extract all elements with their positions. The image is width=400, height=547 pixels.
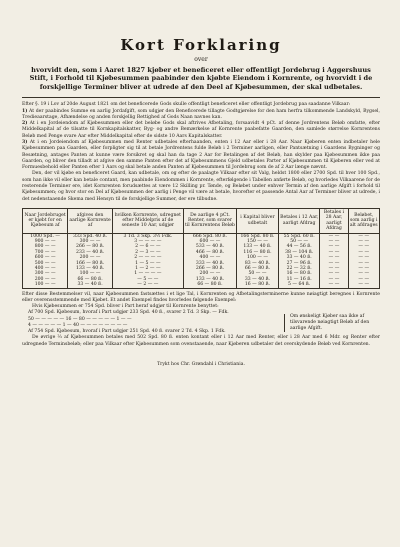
table-cell: 22 — 32 ß.: [278, 266, 320, 271]
table-cell: 44 — 56 ß.: [278, 244, 320, 249]
table-cell: 33 — 40 ß.: [278, 255, 320, 260]
table-note-paragraph: Efter disse Bestemmelser vil, naar Kjøbesummen fastsættes i et lige Tal, i Kornrenten og Afbetalingsterminerne kunne nøiagtigt beregnes i Kornrente eller overensstemmende med Kjøbet. Et andet Exempel findes hvorledes følgende Exempel:: [22, 291, 380, 303]
table-cell: 16 — 80 ß.: [237, 282, 279, 288]
table-cell: 33 — 40 ß.: [237, 277, 279, 282]
table-cell: — —: [320, 277, 348, 282]
table-cell: — —: [320, 266, 348, 271]
table-cell: 200 — —: [183, 271, 236, 276]
table-cell: — —: [348, 233, 380, 239]
table-cell: 300 — —: [23, 271, 68, 276]
table-cell: — —: [320, 239, 348, 244]
table-cell: 38 — 104 ß.: [278, 250, 320, 255]
table-cell: 50 — —: [237, 271, 279, 276]
table-cell: 66 — 80 ß.: [183, 282, 236, 288]
column-header: i Kapital bliver udbetalt: [237, 208, 279, 233]
example-intro: Hvis Kjøbesummen er 754 Spd. bliver i Part heraf udgjør til Kornrente benyttet:: [32, 304, 219, 310]
table-cell: — —: [348, 261, 380, 266]
rates-table-body: [23, 233, 380, 288]
table-cell: 100 — —: [23, 282, 68, 288]
document-subtitle: over: [194, 56, 208, 63]
closing-paragraph: De øvrige ⅔ af Kjøbesummen betales med 502 Spd. 80 ß. enten kontant eller i 12 Aar med Renter, eller i 28 Aar med 6 Mdr. og Renter efter udregnede Terminsbeløb; eller paa Vilkaar efter Kjøbesummen som ovenstaaende, naar Kjøberen udbetaler det overskydende Beløb ved Kornrenten.: [22, 335, 380, 347]
clause-3: [22, 140, 380, 171]
table-cell: 900 — —: [23, 239, 68, 244]
column-header: Betales i 28 Aar, aarligt Afdrag: [320, 208, 348, 233]
table-cell: 400 — —: [183, 255, 236, 260]
table-cell: 50 — —: [278, 239, 320, 244]
table-cell: — —: [320, 282, 348, 288]
table-cell: 1 — — — —: [112, 271, 183, 276]
table-cell: 266 — 80 ß.: [68, 244, 113, 249]
explanation-paragraph: Den, der vil kjøbe en beneficeret Gaard, kan udbetale, om og efter de paalagte Vilkaar efter sit Valg, heldst 1800 eller 2700 Spd. til hver 100 Spd., som han ikke vil eller kan betale contant, men paabinde Eiendommen i Kornrente, efterfølgende i Tabellen anførte Beløb, og hvorledes Vilkaarene for de resterende Terminer ere, idet Kornrenten forudsættes at være 12 Skilling pr. Tønde, og Beløbet under enhver Termin af den aarlige Afgift i forhold til Kjøbesummen; og hvor stor en Del af Kjøbesummen der aarlig i Penge vil være at betale, hvorefter et passende Antal Aar af Terminer bliver at udrede, i det nedenstaaende Skema med Hensyn til de forskjellige Summer, der ere tilbudne.: [22, 171, 380, 202]
column-header: Beløbet, som aarlig i alt afdrages: [348, 208, 380, 233]
table-cell: 166 Spd. 80 ß.: [237, 233, 279, 239]
table-cell: 200 — —: [23, 277, 68, 282]
clause-text: At der paabindes Summe en aarlig Jordafgift, som udgjør den Beneficerede tillagte Godtgjørelse for den ham herfra tilkommende Landskyld, Bygsel, Tredieaarstage, Afhændelse og anden forskjellig Rettighed af Gods Naan navnes kan.: [22, 108, 380, 120]
table-cell: 333 — 40 ß.: [183, 261, 236, 266]
example-note: Om ønskeligt Kjøber saa ikke af tilsvarende nøiagtigt Beløb af den aarlige Afgift.: [284, 314, 380, 332]
table-cell: — —: [320, 255, 348, 260]
clause-number: 1): [22, 108, 28, 114]
table-cell: 300 — —: [68, 239, 113, 244]
clause-number: 2): [22, 121, 28, 127]
table-cell: 233 — 40 ß.: [68, 250, 113, 255]
table-cell: 666 Spd. 80 ß.: [183, 233, 236, 239]
table-header-row: [23, 208, 380, 233]
table-row: [23, 282, 380, 288]
rates-table: [22, 208, 380, 289]
table-cell: 11 — 16 ß.: [278, 277, 320, 282]
clause-text: At i en Jordeiendom af Kjøbesummen eller det beløbe Gods skal aftrives Afbetaling, forsaavidt 4 pCt. af denne Jordrentens Beløb omfatte, efter Middelkapital af de tilsatte til Kornkapitalskatter, Byg- og andre Bemærkelse af Kornrente paabefatte Gaarden, den samlede størrelse Kornrentens Beløb med Penge svare Aar efter Middelkapital efter de sidste 10 Aars Kapitalskatter.: [22, 121, 380, 139]
table-cell: 5 — 64 ß.: [278, 282, 320, 288]
clause-text: At i en Jordeiendom af Kjøbesummen med Renter udbetales efterhaanden, enten i 12 Aar eller i 28 Aar. Naar Kjøberen enten indbetaler hele Kjøbesummen paa Gaarden, eller forpligter sig til at betale Jordrentens fulde Beløb i 2 Terminer aarligen, eller Pantsætning i Gaardens Bygninger og Besætning, antages Panten at kunne være forsikret og skal han da tage 2 Aar for Betalingen af det Beløb, han skylder paa Kjøbesummen ikke paa Gaarden, og bliver den tilladt at afgive den samme Panten efter det af Kjøbesummens Gjeld udbetales Parter af Kjøbesummen til Kjøberen eller ved at Formuesbehold eller Panten efter 1 Aars og skal betale anden Panten af Kjøbesummen til Jordebrug som de af 2 Aar længe nævnt.: [22, 140, 380, 171]
example-line: 4 — — — — — 1 — 40 — — — — — — — —: [28, 322, 128, 328]
column-header: Betales i 12 Aar, aarligt Afdrag: [278, 208, 320, 233]
table-cell: 1 — 5 — —: [112, 261, 183, 266]
table-cell: 2 — 6 — —: [112, 244, 183, 249]
example-line: Af 754 Spd. Kjøbesum, hvoraf i Part udgjør 251 Spd. 40 ß. svarer 2 Td. 4 Skp. 1 Fdk.: [28, 329, 226, 335]
table-cell: — —: [348, 250, 380, 255]
table-cell: — —: [348, 271, 380, 276]
table-cell: — —: [348, 266, 380, 271]
table-cell: 100 — —: [237, 255, 279, 260]
table-cell: 600 — —: [23, 255, 68, 260]
table-cell: 27 — 96 ß.: [278, 261, 320, 266]
table-cell: 2 — — — —: [112, 255, 183, 260]
document-title: Kort Forklaring: [120, 36, 282, 54]
table-cell: — 5 — —: [112, 277, 183, 282]
clause-2: [22, 121, 380, 140]
example-line: 50 — — — — — 16 — 80 — — — — — 1 — —: [28, 316, 132, 322]
table-cell: — —: [348, 255, 380, 260]
table-cell: — —: [320, 233, 348, 239]
table-cell: 333 Spd. 40 ß.: [68, 233, 113, 239]
table-cell: — —: [320, 271, 348, 276]
table-cell: 700 — —: [23, 250, 68, 255]
table-cell: 1 — 2 — —: [112, 266, 183, 271]
table-cell: 150 — —: [237, 239, 279, 244]
table-cell: 3 Td. 3 Skp. 3½ Fdk.: [112, 233, 183, 239]
table-cell: — 2 — —: [112, 282, 183, 288]
example-calculation: [22, 310, 278, 335]
column-header: afgives den aarlige Kornrente af: [68, 208, 113, 233]
table-cell: — —: [320, 244, 348, 249]
clause-1: [22, 109, 380, 122]
table-cell: 166 — 80 ß.: [68, 261, 113, 266]
table-cell: — —: [348, 277, 380, 282]
table-cell: 1000 Spd. —: [23, 233, 68, 239]
table-cell: — —: [348, 239, 380, 244]
table-cell: 533 — 40 ß.: [183, 244, 236, 249]
printer-imprint: Trykt hos Chr. Grøndahl i Christiania.: [157, 361, 245, 367]
table-cell: 133 — 40 ß.: [237, 244, 279, 249]
table-cell: 266 — 80 ß.: [183, 266, 236, 271]
example-block: [22, 304, 380, 335]
table-cell: — —: [320, 250, 348, 255]
table-cell: 100 — —: [68, 271, 113, 276]
table-cell: — —: [348, 244, 380, 249]
table-cell: 2 — 3 — —: [112, 250, 183, 255]
table-cell: 800 — —: [23, 244, 68, 249]
document-lead: hvorvidt den, som i Aaret 1827 kjøber et beneficeret eller offentligt Jordebrug i Aggershuus Stift, i Forhold til Kjøbesummen paabinder den kjøbte Eiendom i Kornrente, og hvorvidt i de forskjellige Terminer bliver at udrede af den Deel af Kjøbesummen, der skal udbetales.: [29, 66, 373, 91]
table-cell: — —: [320, 261, 348, 266]
table-cell: 55 Spd. 60 ß.: [278, 233, 320, 239]
table-cell: 600 — —: [183, 239, 236, 244]
clause-number: 3): [22, 140, 28, 145]
column-header: Naar Jordebruget er kjøbt for en Kjøbesum af: [23, 208, 68, 233]
table-cell: 83 — 40 ß.: [237, 261, 279, 266]
table-cell: — —: [348, 282, 380, 288]
table-cell: 133 — 40 ß.: [68, 266, 113, 271]
table-cell: 116 — 80 ß.: [237, 250, 279, 255]
column-header: De aarlige 4 pCt. Renter, som svarer til Kornrentens Beløb: [183, 208, 236, 233]
table-cell: 200 — —: [68, 255, 113, 260]
divider: [22, 97, 380, 98]
column-header: hvilken Kornrente, udregnet efter Middelpris af de seneste 10 Aar, udgjør: [112, 208, 183, 233]
table-cell: 16 — 80 ß.: [278, 271, 320, 276]
table-cell: 466 — 80 ß.: [183, 250, 236, 255]
table-cell: 3 — — — —: [112, 239, 183, 244]
table-cell: 400 — —: [23, 266, 68, 271]
table-cell: 500 — —: [23, 261, 68, 266]
table-cell: 66 — 80 ß.: [68, 277, 113, 282]
table-cell: 66 — 80 ß.: [237, 266, 279, 271]
example-row: [22, 310, 380, 335]
table-cell: 33 — 40 ß.: [68, 282, 113, 288]
table-cell: 133 — 40 ß.: [183, 277, 236, 282]
example-line: Af 700 Spd. Kjøbesum, hvoraf i Part udgjør 233 Spd. 40 ß., svarer 2 Td. 3 Skp. — Fdk.: [28, 310, 229, 316]
intro-paragraph: Efter §. 19 i Lov af 20de August 1821 om det beneficerede Gods skulle offentligt beneficeret eller offentligt Jordebrug paa saadanne Vilkaar:: [22, 102, 351, 108]
